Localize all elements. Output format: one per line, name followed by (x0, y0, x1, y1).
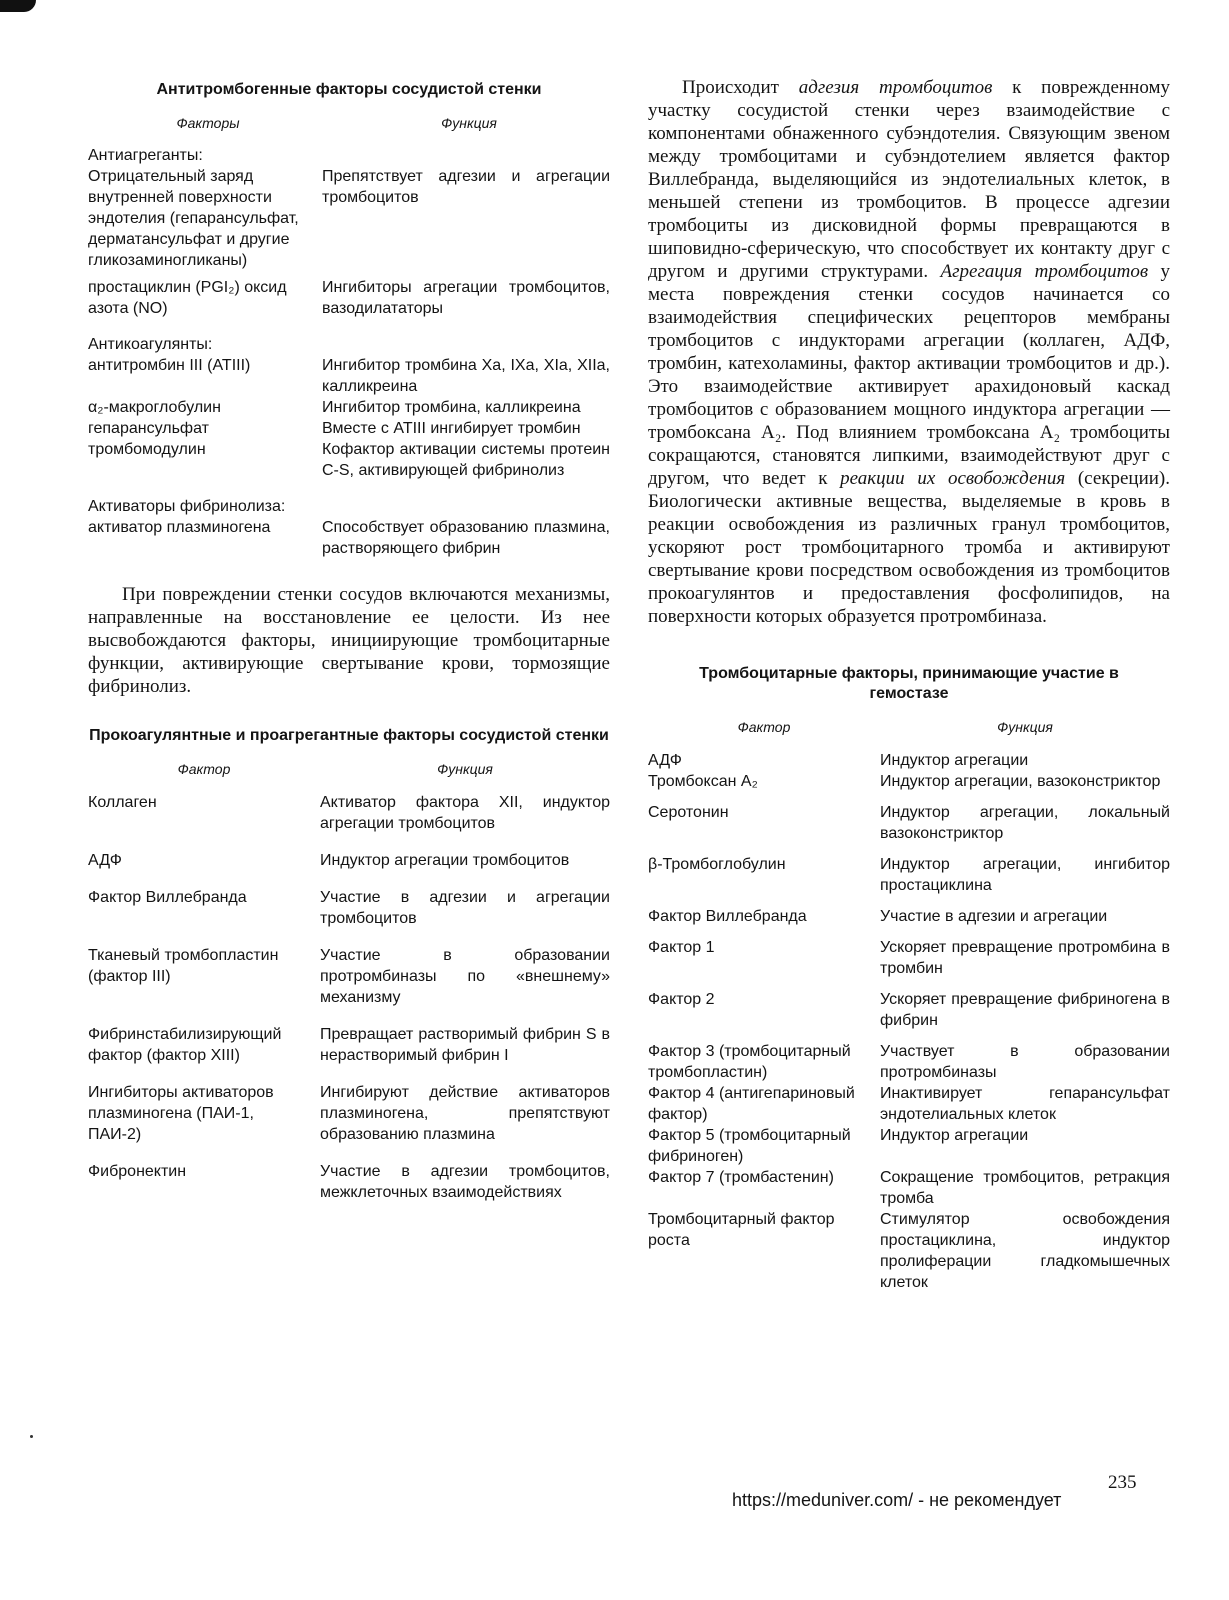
left-column (88, 76, 610, 1203)
text-run: Происходит (682, 77, 799, 98)
row-function: Стимулятор освобождения простациклина, индуктор пролиферации гладкомышечных клеток (880, 1211, 1170, 1291)
table2-body (88, 792, 610, 1203)
table1-group-label: Антиагреганты: (88, 147, 203, 164)
row-function: Индуктор агрегации тромбоцитов (320, 852, 570, 869)
table-row (88, 277, 610, 319)
scan-blot (0, 0, 36, 12)
table-row (648, 1083, 1170, 1125)
row-function: Кофактор активации системы протеин C-S, активирующей фибринолиз (322, 441, 610, 479)
table-row (648, 802, 1170, 844)
row-function: Участие в адгезии и агрегации тромбоцитов (320, 889, 610, 927)
scan-speck (30, 1435, 33, 1438)
text-run: у места повреждения стенки сосудов начинается со взаимодействия специфических рецепторов мембраны тромбоцитов с индукторами агрегации (коллаген, АДФ, тромбин, катехоламины, фактор активации тромбоцитов и др.). Это взаимодействие активирует арахидоновый каскад тромбоцитов с образованием мощного индуктора агрегации — тромбоксана A₂. Под влиянием тромбоксана A₂ тромбоциты сокращаются, становятся липкими, взаимодействуют друг с другом, что ведет к (648, 261, 1171, 489)
italic-term: Агрегация тромбоцитов (940, 261, 1149, 282)
row-function: Участие в адгезии и агрегации (880, 908, 1108, 925)
table1-group-label: Активаторы фибринолиза: (88, 498, 286, 515)
table-row (88, 166, 610, 271)
row-factor: Ингибиторы активаторов плазминогена (ПАИ-1, ПАИ-2) (88, 1084, 274, 1143)
row-factor: антитромбин III (ATIII) (88, 357, 251, 374)
row-factor: Тканевый тромбопластин (фактор III) (88, 947, 279, 985)
row-function: Ускоряет превращение протромбина в тромбин (880, 939, 1170, 977)
row-factor: Фактор 4 (антигепариновый фактор) (648, 1085, 855, 1123)
table3-title: Тромбоцитарные факторы, принимающие участие в гемостазе (699, 665, 1119, 702)
row-factor: Серотонин (648, 804, 729, 821)
row-function: Ускоряет превращение фибриногена в фибрин (880, 991, 1170, 1029)
row-factor: АДФ (88, 852, 122, 869)
row-factor: гепарансульфат (88, 420, 209, 437)
table-row (88, 945, 610, 1008)
row-function: Вместе с ATIII ингибирует тромбин (322, 420, 581, 437)
table3-col-factor: Фактор (737, 719, 791, 735)
table2-col-factor: Фактор (177, 761, 231, 777)
row-factor: Тромбоксан A₂ (648, 773, 758, 790)
row-function: Индуктор агрегации, вазоконстриктор (880, 773, 1161, 790)
table-row (648, 989, 1170, 1031)
row-function: Препятствует адгезии и агрегации тромбоцитов (322, 168, 610, 206)
table1-group-label: Антикоагулянты: (88, 336, 213, 353)
page-number: 235 (1108, 1472, 1137, 1493)
table-row (648, 1167, 1170, 1209)
row-factor: α₂-макроглобулин (88, 399, 221, 416)
row-factor: простациклин (PGI₂) оксид азота (NO) (88, 279, 287, 317)
row-factor: Фибронектин (88, 1163, 187, 1180)
table-row (88, 887, 610, 929)
table-row (88, 1161, 610, 1203)
right-paragraph (648, 76, 1170, 628)
row-function: Превращает растворимый фибрин S в нерастворимый фибрин I (320, 1026, 610, 1064)
table1-title: Антитромбогенные факторы сосудистой стенки (156, 81, 542, 98)
table1-header (88, 114, 610, 132)
row-factor: β-Тромбоглобулин (648, 856, 786, 873)
italic-term: реакции их освобождения (840, 468, 1066, 489)
row-function: Участие в образовании протромбиназы по «внешнему» механизму (320, 947, 610, 1006)
row-factor: Фактор Виллебранда (648, 908, 807, 925)
text-run: к поврежденному участку сосудистой стенки через взаимодействие с компонентами обнаженного субэндотелия. Связующим звеном между тромбоцитами и субэндотелием является фактор Виллебранда, выделяющийся из эндотелиальных клеток, в меньшей степени из тромбоцитов. В процессе адгезии тромбоциты из дисковидной формы превращаются в шиповидно-сферическую, что способствует их контакту друг с другом и другими структурами. (648, 77, 1170, 282)
row-function: Инактивирует гепарансульфат эндотелиальных клеток (880, 1085, 1170, 1123)
row-function: Индуктор агрегации (880, 1127, 1029, 1144)
row-factor: Коллаген (88, 794, 157, 811)
table-row (88, 792, 610, 834)
row-function: Индуктор агрегации, ингибитор простациклина (880, 856, 1170, 894)
row-function: Участие в адгезии тромбоцитов, межклеточных взаимодействиях (320, 1163, 610, 1201)
row-factor: Тромбоцитарный фактор роста (648, 1211, 835, 1249)
table-row (88, 397, 610, 418)
row-function: Способствует образованию плазмина, растворяющего фибрин (322, 519, 610, 557)
table1-col-function: Функция (441, 115, 497, 131)
left-paragraph (88, 583, 610, 698)
row-function: Ингибиторы агрегации тромбоцитов, вазодилататоры (322, 279, 610, 317)
table-row (88, 517, 610, 559)
row-factor: АДФ (648, 752, 682, 769)
table1-col-factor: Факторы (176, 115, 240, 131)
table-row (88, 439, 610, 481)
watermark-text: https://meduniver.com/ - не рекомендует (732, 1490, 1062, 1510)
row-factor: активатор плазминогена (88, 519, 271, 536)
table-row (88, 850, 610, 871)
row-function: Ингибитор тромбина Xa, IXa, XIa, XIIa, калликреина (322, 357, 610, 395)
row-factor: Фактор 5 (тромбоцитарный фибриноген) (648, 1127, 851, 1165)
row-function: Активатор фактора XII, индуктор агрегации тромбоцитов (320, 794, 610, 832)
row-function: Индуктор агрегации, локальный вазоконстриктор (880, 804, 1170, 842)
left-paragraph-text: При повреждении стенки сосудов включаются механизмы, направленные на восстановление ее целости. Из нее высвобождаются факторы, инициирующие тромбоцитарные функции, активирующие свертывание крови, тормозящие фибринолиз. (88, 584, 610, 697)
row-function: Ингибируют действие активаторов плазминогена, препятствуют образованию плазмина (320, 1084, 610, 1143)
table-row (648, 906, 1170, 927)
table-row (648, 854, 1170, 896)
table-row (88, 418, 610, 439)
table-row (648, 1209, 1170, 1293)
table1-body (88, 146, 610, 559)
table-row (648, 1125, 1170, 1167)
row-factor: Фактор Виллебранда (88, 889, 247, 906)
table3-body (648, 750, 1170, 1293)
table-row (648, 1041, 1170, 1083)
table-row (88, 1024, 610, 1066)
table-row (648, 750, 1170, 771)
table3-col-function: Функция (997, 719, 1053, 735)
row-factor: Фактор 2 (648, 991, 715, 1008)
table3-header (648, 718, 1170, 736)
table-row (88, 355, 610, 397)
table-row (88, 1082, 610, 1145)
table-row (648, 937, 1170, 979)
table2-title: Прокоагулянтные и проагрегантные факторы сосудистой стенки (89, 727, 609, 744)
row-factor: тромбомодулин (88, 441, 206, 458)
row-factor: Отрицательный заряд внутренней поверхности эндотелия (гепарансульфат, дерматансульфат и другие гликозаминогликаны) (88, 168, 299, 269)
table-row (648, 771, 1170, 792)
table2-col-function: Функция (437, 761, 493, 777)
table2-header (88, 760, 610, 778)
row-function: Сокращение тромбоцитов, ретракция тромба (880, 1169, 1170, 1207)
row-factor: Фибринстабилизирующий фактор (фактор XIII) (88, 1026, 282, 1064)
row-factor: Фактор 1 (648, 939, 715, 956)
row-function: Ингибитор тромбина, калликреина (322, 399, 581, 416)
italic-term: адгезия тромбоцитов (798, 77, 993, 98)
row-function: Индуктор агрегации (880, 752, 1029, 769)
row-function: Участвует в образовании протромбиназы (880, 1043, 1170, 1081)
row-factor: Фактор 7 (тромбастенин) (648, 1169, 834, 1186)
row-factor: Фактор 3 (тромбоцитарный тромбопластин) (648, 1043, 851, 1081)
text-run: (секреции). Биологически активные вещества, выделяемые в кровь в реакции освобождения из различных гранул тромбоцитов, ускоряют рост тромбоцитарного тромба и активируют свертывание крови посредством освобождения из тромбоцитов прокоагулянтов и предоставления фосфолипидов, на поверхности которых образуется протромбиназа. (648, 468, 1171, 627)
right-column (648, 76, 1170, 1293)
